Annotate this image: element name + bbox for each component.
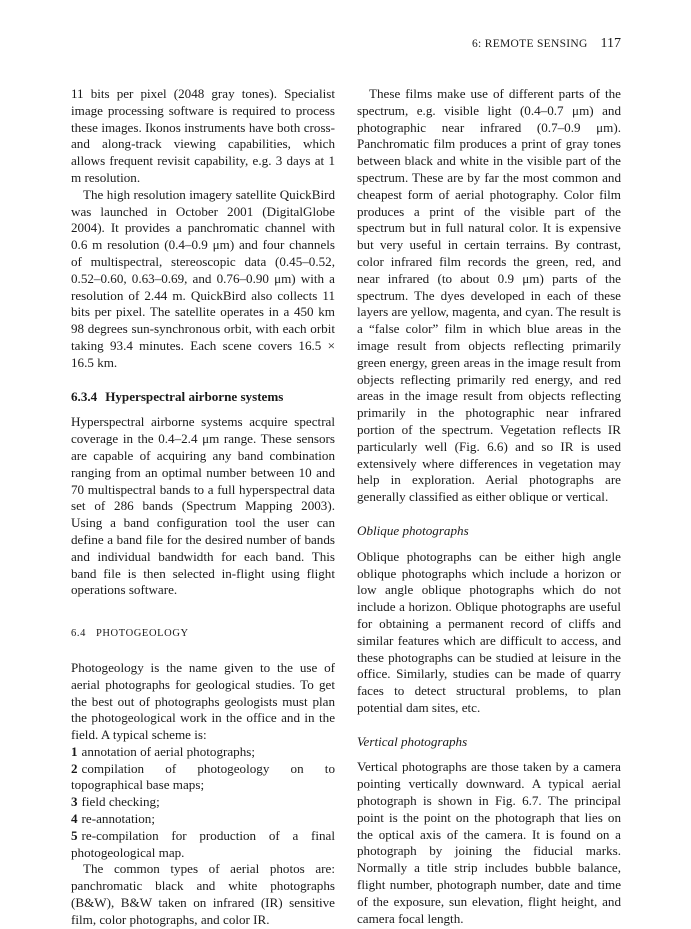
paragraph: 11 bits per pixel (2048 gray tones). Specialist image processing software is required to process these images. Ikonos instruments have both cross- and along-track viewing capabilities, which allows frequent revisit capability, e.g. 3 days at 1 m resolution. [71,86,335,185]
paragraph: Photogeology is the name given to the use of aerial photographs for geological studies. To get the best out of photographs geologists must plan the photogeological work in the office and in the field. A typical scheme is: [71,659,335,743]
subheading-oblique: Oblique photographs [357,522,469,538]
subsection-number: 6.3.4 [71,388,98,404]
paragraph: The high resolution imagery satellite QuickBird was launched in October 2001 (DigitalGlobe 2004). It provides a panchromatic channel with 0.6 m resolution (0.4–0.9 μm) and four channels of multispectral, stereoscopic data (0.45–0.52, 0.52–0.60, 0.63–0.69, and 0.76–0.90 μm) with a resolution of 2.44 m. QuickBird also collects 11 bits per pixel. The satellite operates in a 450 km 98 degrees sun-synchronous orbit, with each orbit taking 93.4 minutes. Each scene covers 16.5 × 16.5 km. [71,186,335,370]
paragraph: Oblique photographs can be either high angle oblique photographs which include a horizon or low angle oblique photographs which do not include a horizon. Oblique photographs are useful for obtaining a permanent record of cliffs and similar features which are difficult to access, and these photographs can be studied at leisure in the office. Similarly, studies can be made of quarry faces to detect structural problems, to plan potential dam sites, etc. [357,548,621,715]
numbered-list [71,744,335,862]
section-number: 6.4 [71,628,86,640]
subsection-title: Hyperspectral airborne systems [105,388,284,404]
paragraph: Hyperspectral airborne systems acquire spectral coverage in the 0.4–2.4 μm range. These sensors are capable of acquiring any band combination ranging from an optimal number between 10 and 70 multispectral bands to a full hyperspectral data set of 286 bands (Spectrum Mapping 2003). Using a band configuration tool the user can define a band file for the desired number of bands and individual bandwidth for each band. This band file is then selected in-flight using flight operations software. [71,414,335,598]
left-column [71,86,335,929]
list-item: 2 compilation of photogeology on to topographical base maps; [71,760,335,793]
paragraph: The common types of aerial photos are: panchromatic black and white photographs (B&W), B&W taken on infrared (IR) sensitive film, color photographs, and color IR. [71,861,335,927]
running-header [472,36,621,52]
section-title: PHOTOGEOLOGY [95,628,189,640]
page-number: 117 [600,36,621,51]
list-item: 4 re-annotation; [71,811,155,827]
list-item: 3 field checking; [71,794,160,810]
subsection-heading [71,389,335,406]
list-item: 5 re-compilation for production of a final photogeological map. [71,827,335,860]
paragraph: Vertical photographs are those taken by a camera pointing vertically downward. A typical aerial photograph is shown in Fig. 6.7. The principal point is the point on the photograph that lies on the optical axis of the camera. It is found on a photograph by joining the fiducial marks. Normally a title strip includes bubble balance, flight number, photograph number, date and time of the exposure, sun elevation, flight height, and camera focal length. [357,759,621,926]
list-item: 1 annotation of aerial photographs; [71,743,255,759]
section-heading [71,626,335,643]
right-column [357,86,621,927]
subheading-vertical: Vertical photographs [357,733,468,749]
paragraph: These films make use of different parts of the spectrum, e.g. visible light (0.4–0.7 μm) and photographic near infrared (0.7–0.9 μm). Panchromatic film produces a print of gray tones between black and white in the visible part of the spectrum. These are by far the most common and cheapest form of aerial photography. Color film produces a print of the visible part of the spectrum but in full natural color. It is expensive but very useful in certain terrains. By contrast, color infrared film records the green, red, and near infrared (to about 0.9 μm) parts of the spectrum. The dyes developed in each of these layers are yellow, magenta, and cyan. The result is a “false color” film in which blue areas in the image result from objects reflecting primarily green energy, green areas in the image result from objects reflecting primarily red energy, and red areas in the image result from objects reflecting primarily in the photographic near infrared portion of the spectrum. Vegetation reflects IR particularly well (Fig. 6.6) and so IR is used extensively where differences in vegetation may help in exploration. Aerial photographs are generally classified as either oblique or vertical. [357,86,621,505]
running-header-section: 6: REMOTE SENSING [472,38,588,50]
